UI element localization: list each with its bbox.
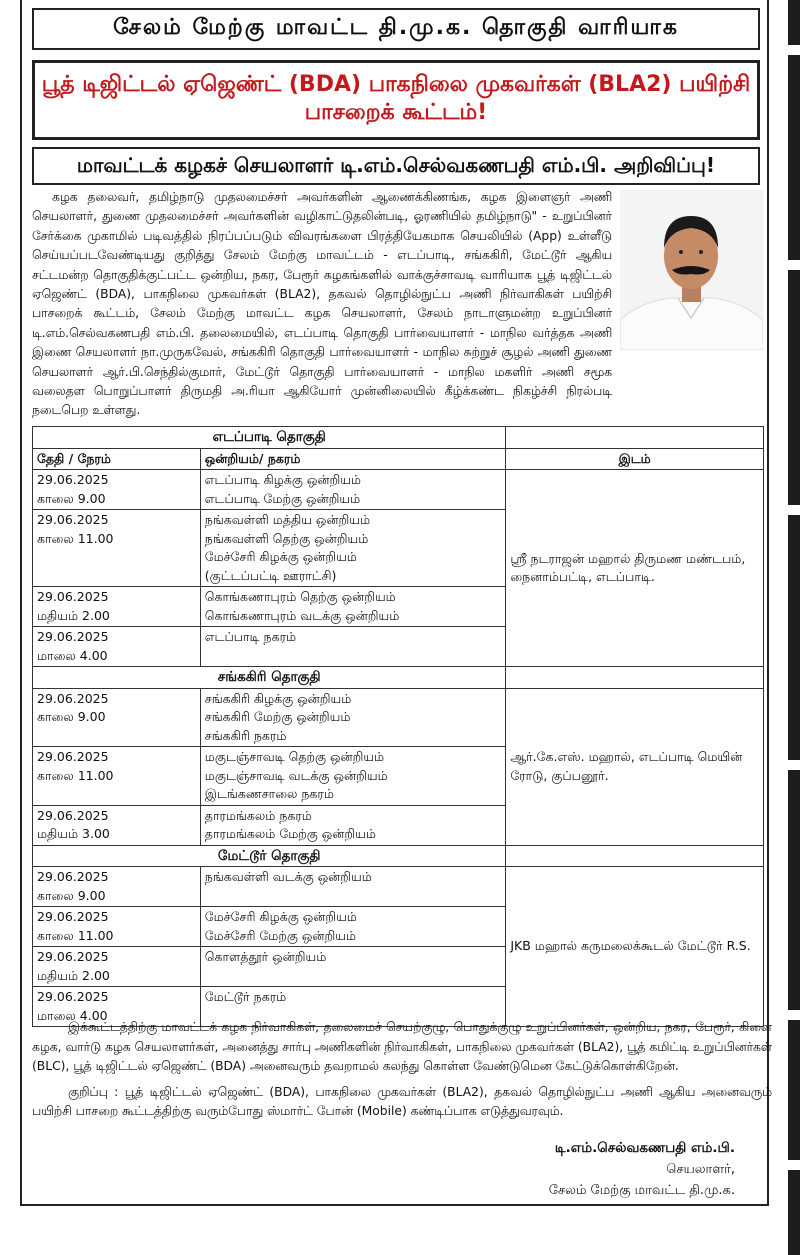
place-name: மகுடஞ்சாவடி தெற்கு ஒன்றியம் — [204, 749, 385, 764]
date-text: 29.06.2025 — [37, 690, 109, 706]
table-row — [33, 470, 764, 510]
place-name: கொங்கணாபுரம் வடக்கு ஒன்றியம் — [204, 607, 400, 623]
places-cell — [200, 510, 506, 587]
time-text: காலை 11.00 — [37, 927, 114, 943]
date-time-cell — [33, 867, 201, 907]
date-text: 29.06.2025 — [37, 589, 109, 604]
time-text: காலை 11.00 — [37, 767, 114, 783]
schedule-table — [32, 426, 764, 1027]
date-time-cell — [33, 688, 201, 747]
section-title-blank — [506, 845, 764, 867]
section-title: எடப்பாடி தொகுதி — [33, 427, 506, 449]
section-title: மேட்டூர் தொகுதி — [33, 845, 506, 867]
place-name: கொளத்தூர் ஒன்றியம் — [204, 949, 327, 964]
places-cell — [200, 747, 506, 806]
place-name: சங்ககிரி கிழக்கு ஒன்றியம் — [204, 690, 352, 706]
date-text: 29.06.2025 — [37, 909, 109, 924]
time-text: காலை 9.00 — [37, 490, 106, 506]
place-name: கொங்கணாபுரம் தெற்கு ஒன்றியம் — [204, 589, 396, 604]
place-name: நங்கவள்ளி தெற்கு ஒன்றியம் — [204, 530, 369, 546]
place-name: எடப்பாடி நகரம் — [204, 629, 297, 644]
places-cell — [200, 587, 506, 627]
signatory-name: டி.எம்.செல்வகணபதி எம்.பி. — [554, 1140, 735, 1156]
footer-note-paragraph: குறிப்பு : பூத் டிஜிட்டல் ஏஜெண்ட் (BDA), பாகநிலை முகவர்கள் (BLA2), தகவல் தொழில்நுட்ப அணி ஆகிய அனைவரும் பயிற்சி பாசறை கூட்டத்திற்கு வரும்போது ஸ்மார்ட் போன் (Mobile) கண்டிப்பாக எடுத்துவரவும். — [32, 1084, 772, 1118]
date-time-cell — [33, 805, 201, 845]
table-row — [33, 867, 764, 907]
places-cell — [200, 470, 506, 510]
page-edge-strip — [788, 0, 800, 1255]
date-text: 29.06.2025 — [37, 949, 109, 964]
portrait-photo — [620, 190, 763, 350]
place-name: நங்கவள்ளி மத்திய ஒன்றியம் — [204, 512, 371, 527]
date-time-cell — [33, 747, 201, 806]
time-text: மதியம் 2.00 — [37, 607, 110, 623]
date-time-cell — [33, 627, 201, 667]
date-time-cell — [33, 587, 201, 627]
venue-cell: ஸ்ரீ நடராஜன் மஹால் திருமண மண்டபம், நைனாம்பட்டி, எடப்பாடி. — [506, 470, 764, 667]
table-header-cell: இடம் — [506, 448, 764, 470]
place-name: மேச்சேரி கிழக்கு ஒன்றியம் — [204, 549, 357, 564]
places-cell — [200, 805, 506, 845]
header-district-title: சேலம் மேற்கு மாவட்ட தி.மு.க. தொகுதி வாரியாக — [32, 8, 760, 50]
time-text: மாலை 4.00 — [37, 647, 108, 663]
section-title-row — [33, 427, 764, 449]
date-text: 29.06.2025 — [37, 807, 109, 823]
time-text: மதியம் 2.00 — [37, 967, 110, 983]
place-name: மேட்டூர் நகரம் — [204, 989, 287, 1004]
section-title-row — [33, 845, 764, 867]
signatory-role: செயலாளர், — [666, 1162, 735, 1177]
section-title: சங்ககிரி தொகுதி — [33, 667, 506, 689]
place-name: சங்ககிரி மேற்கு ஒன்றியம் — [204, 709, 351, 724]
venue-cell: JKB மஹால் கருமலைக்கூடல் மேட்டூர் R.S. — [506, 867, 764, 1027]
date-text: 29.06.2025 — [37, 629, 109, 644]
date-time-cell — [33, 510, 201, 587]
date-time-cell — [33, 907, 201, 947]
place-name: சங்ககிரி நகரம் — [204, 727, 287, 743]
time-text: காலை 9.00 — [37, 709, 106, 724]
place-name: நங்கவள்ளி வடக்கு ஒன்றியம் — [204, 869, 372, 884]
place-name: (குட்டப்பட்டி ஊராட்சி) — [204, 567, 337, 583]
places-cell — [200, 867, 506, 907]
time-text: காலை 9.00 — [37, 887, 106, 903]
place-name: தாரமங்கலம் மேற்கு ஒன்றியம் — [204, 826, 376, 841]
venue-cell: ஆர்.கே.எஸ். மஹால், எடப்பாடி மெயின் ரோடு, குப்பனூர். — [506, 688, 764, 845]
places-cell — [200, 627, 506, 667]
table-header-cell: தேதி / நேரம் — [33, 448, 201, 470]
notice-page — [20, 0, 772, 1206]
time-text: மதியம் 3.00 — [37, 826, 110, 841]
place-name: மேச்சேரி மேற்கு ஒன்றியம் — [204, 927, 356, 943]
place-name: மகுடஞ்சாவடி வடக்கு ஒன்றியம் — [204, 767, 388, 783]
date-text: 29.06.2025 — [37, 512, 109, 527]
table-row — [33, 688, 764, 747]
places-cell — [200, 947, 506, 987]
place-name: இடங்கணசாலை நகரம் — [204, 786, 334, 801]
time-text: மாலை 4.00 — [37, 1007, 108, 1023]
places-cell — [200, 688, 506, 747]
footer-notes — [32, 1018, 772, 1122]
signature-block — [549, 1138, 735, 1201]
signatory-org: சேலம் மேற்கு மாவட்ட தி.மு.க. — [548, 1183, 735, 1198]
date-time-cell — [33, 470, 201, 510]
date-text: 29.06.2025 — [37, 749, 109, 764]
date-time-cell — [33, 947, 201, 987]
section-title-blank — [506, 427, 764, 449]
header-announcement: மாவட்டக் கழகச் செயலாளர் டி.எம்.செல்வகணபதி எம்.பி. அறிவிப்பு! — [32, 147, 760, 185]
table-header-row — [33, 448, 764, 470]
date-text: 29.06.2025 — [37, 989, 109, 1004]
date-text: 29.06.2025 — [37, 869, 109, 884]
place-name: எடப்பாடி மேற்கு ஒன்றியம் — [204, 490, 361, 506]
section-title-row — [33, 667, 764, 689]
time-text: காலை 11.00 — [37, 530, 114, 546]
table-header-cell: ஒன்றியம்/ நகரம் — [200, 448, 506, 470]
footer-invitation-paragraph: இக்கூட்டத்திற்கு மாவட்டக் கழக நிர்வாகிகள், தலைமைச் செயற்குழு, பொதுக்குழு உறுப்பினர்கள், ஒன்றிய, நகர, பேரூர், கிளை கழக, வார்டு கழக செயலாளர்கள், அனைத்து சார்பு அணிகளின் நிர்வாகிகள், பாகநிலை முகவர்கள் (BLA2), பூத் கமிட்டி உறுப்பினர்கள் (BLC), பூத் டிஜிட்டல் ஏஜெண்ட் (BDA) அனைவரும் தவறாமல் கலந்து கொள்ள வேண்டுமென கேட்டுக்கொள்கிறேன். — [32, 1020, 772, 1073]
section-title-blank — [506, 667, 764, 689]
date-text: 29.06.2025 — [37, 472, 109, 487]
place-name: தாரமங்கலம் நகரம் — [204, 807, 312, 823]
place-name: மேச்சேரி கிழக்கு ஒன்றியம் — [204, 909, 357, 924]
place-name: எடப்பாடி கிழக்கு ஒன்றியம் — [204, 472, 361, 487]
intro-paragraph: கழக தலைவர், தமிழ்நாடு முதலமைச்சர் அவர்களின் ஆணைக்கிணங்க, கழக இளைஞர் அணி செயலாளர், துணை முதலமைச்சர் அவர்களின் வழிகாட்டுதலின்படி, ஓரணியில் தமிழ்நாடு" - உறுப்பினர் சேர்க்கை முகாமில் படிவத்தில் நிரப்பப்படும் விவரங்களை பிரத்தியேகமாக செயலியில் (App) உள்ளீடு செய்யப்படவேண்டியது குறித்து சேலம் மேற்கு மாவட்டம் - எடப்பாடி, சங்ககிரி, மேட்டூர் ஆகிய சட்டமன்ற தொகுதிக்குட்பட்ட ஒன்றிய, நகர, பேரூர் கழகங்களில் வாக்குச்சாவடி வாரியாக பூத் டிஜிட்டல் ஏஜெண்ட் (BDA), பாகநிலை முகவர்கள் (BLA2), தகவல் தொழில்நுட்ப அணி நிர்வாகிகள் பயிற்சி பாசறைக் கூட்டம், சேலம் மேற்கு மாவட்ட கழக செயலாளர், சேலம் நாடாளுமன்ற உறுப்பினர் டி.எம்.செல்வகணபதி எம்.பி. தலைமையில், எடப்பாடி தொகுதி பார்வையாளர் - மாநில வர்த்தக அணி இணை செயலாளர் நா.முருகவேல், சங்ககிரி தொகுதி பார்வையாளர் - மாநில சுற்றுச் சூழல் அணி துணை செயலாளர் ஆர்.பி.செந்தில்குமார், மேட்டூர் தொகுதி பார்வையாளர் - மாநில மகளிர் அணி சமூக வலைதள பொறுப்பாளர் திருமதி அ.ரியா ஆகியோர் முன்னிலையில் கீழ்க்கண்ட நிகழ்ச்சி நிரல்படி நடைபெற உள்ளது. — [32, 190, 612, 418]
header-event-title: பூத் டிஜிட்டல் ஏஜெண்ட் (BDA) பாகநிலை முகவர்கள் (BLA2) பயிற்சி பாசறைக் கூட்டம்! — [32, 60, 760, 140]
places-cell — [200, 907, 506, 947]
